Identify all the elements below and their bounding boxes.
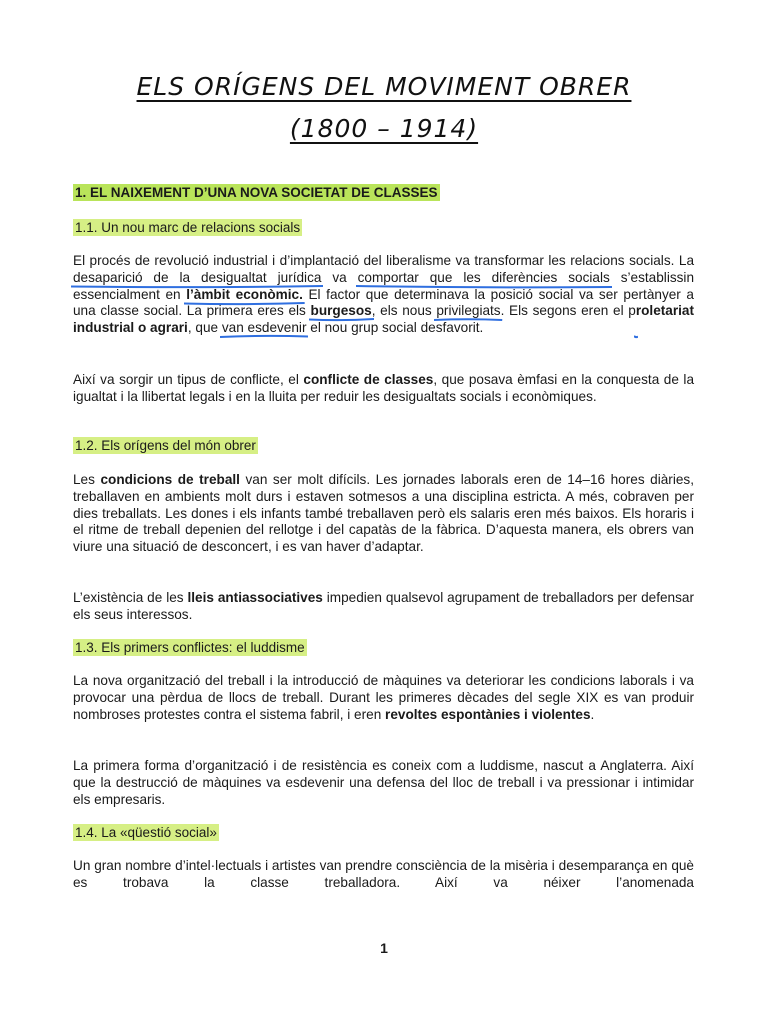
paragraph-1-1-a: El procés de revolució industrial i d’implantació del liberalisme va transformar les relacions socials. La desaparició de la desigualtat jurídica va comportar que les diferències socials s’establissin essencialment en l’àmbit econòmic. El factor que determinava la posició social va ser pertànyer a una classe social. La primera eres els burgesos , els nous privilegiats . Els segons eren el proletariat industrial o agrari , que van esdevenir el nou grup social desfavorit. <box>73 253 694 337</box>
paragraph-1-1-b: Així va sorgir un tipus de conflicte, el conflicte de classes, que posava èmfasi en la conquesta de la igualtat i la llibertat legals i en la lluita per reduir les desigualtats socials i econòmiques. <box>73 372 694 404</box>
paragraph-1-2-b: L’existència de les lleis antiassociatives impedien qualsevol agrupament de treballadors per defensar els seus interessos. <box>73 590 694 622</box>
bold-term: lleis antiassociatives <box>187 590 323 605</box>
document-date-range: (1800 – 1914) <box>289 114 479 143</box>
pen-underline: desaparició de la desigualtat jurídica <box>73 270 321 285</box>
bold-term: conflicte de classes <box>303 372 434 387</box>
pen-underline: burgesos <box>311 303 372 318</box>
subsection-heading-1-2: 1.2. Els orígens del món obrer <box>75 438 256 453</box>
pen-underline: roletariat industrial o agrari <box>73 303 694 335</box>
document-title: ELS ORÍGENS DEL MOVIMENT OBRER <box>136 72 632 101</box>
pen-underline: l’àmbit econòmic. <box>186 287 303 302</box>
pen-underline: van esdevenir <box>221 320 307 336</box>
paragraph-1-4-a: Un gran nombre d’intel·lectuals i artistes van prendre consciència de la misèria i desemparança en què es trobava la classe treballadora. Així va néixer l’anomenada <box>73 858 694 890</box>
page-number: 1 <box>380 940 388 956</box>
bold-term: revoltes espontànies i violentes <box>385 706 591 722</box>
paragraph-1-3-b: La primera forma d’organització i de resistència es coneix com a luddisme, nascut a Anglaterra. Així que la destrucció de màquines va esdevenir una defensa del lloc de treball i va pressionar i intimidar els empresaris. <box>73 758 694 807</box>
subsection-heading-1-1: 1.1. Un nou marc de relacions socials <box>75 220 301 235</box>
pen-underline: privilegiats <box>436 303 501 319</box>
paragraph-1-3-a: La nova organització del treball i la introducció de màquines va deteriorar les condicions laborals i va provocar una pèrdua de llocs de treball. Durant les primeres dècades del segle XIX es van produir nombroses protestes contra el sistema fabril, i eren revoltes espontànies i violentes. <box>73 673 694 722</box>
subsection-heading-1-3: 1.3. Els primers conflictes: el luddisme <box>75 640 305 655</box>
section-heading: 1. EL NAIXEMENT D’UNA NOVA SOCIETAT DE CLASSES <box>75 185 438 200</box>
bold-term: condicions de treball <box>100 472 240 487</box>
paragraph-1-2-a: Les condicions de treball van ser molt difícils. Les jornades laborals eren de 14–16 hores diàries, treballaven en ambients molt durs i estaven sotmesos a una disciplina estricta. A més, cobraven per dies treballats. Les dones i els infants també treballaven però els salaris eren més baixos. Els horaris i el ritme de treball depenien del rellotge i del capatàs de la fàbrica. D’aquesta manera, els obrers van viure una situació de desconcert, i es van haver d’adaptar. <box>73 472 694 555</box>
pen-underline: comportar que les diferències socials <box>358 270 610 285</box>
subsection-heading-1-4: 1.4. La «qüestió social» <box>75 825 217 840</box>
